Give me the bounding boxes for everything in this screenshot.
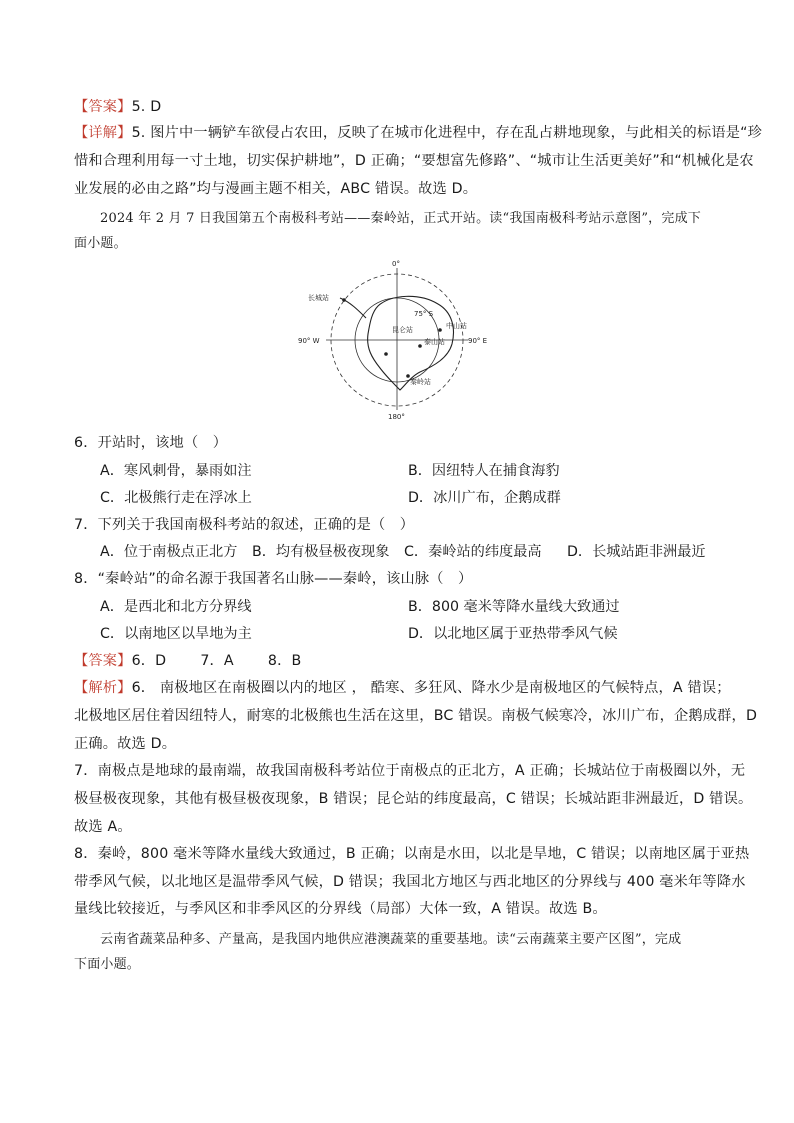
analysis-line-4: 7．南极点是地球的最南端，故我国南极科考站位于南极点的正北方，A 正确；长城站位于南极圈以外，无 [74,763,746,779]
analysis-line-6: 故选 A。 [74,819,132,835]
stem-line-2: 面小题。 [74,236,127,251]
antarctic-station-map [296,258,494,420]
q8-option-c: C．以南地区以旱地为主 [100,626,252,642]
q6-option-b: B．因纽特人在捕食海豹 [408,463,560,479]
q6-option-a: A．寒风刺骨，暴雨如注 [100,463,252,479]
answer-tag: 【答案】 [74,99,132,115]
q7-option-b: B．均有极昼极夜现象 [252,544,390,560]
answer-tag: 【答案】 [74,653,132,669]
answer-line-5 [74,96,161,116]
label-kunlun: 昆仑站 [392,326,413,334]
analysis-tag: 【解析】 [74,680,132,696]
q7-option-a: A．位于南极点正北方 [100,544,238,560]
q8-option-a: A．是西北和北方分界线 [100,599,252,615]
label-lat: 75° S [414,310,434,318]
analysis-line-2: 北极地区居住着因纽特人，耐寒的北极熊也生活在这里，BC 错误。南极气候寒冷，冰川广布，企鹅成群，D [74,708,758,724]
stem2-line-1: 云南省蔬菜品种多、产量高，是我国内地供应港澳蔬菜的重要基地。读“云南蔬菜主要产区图”，完成 [100,932,682,947]
analysis-text: 6． 南极地区在南极圈以内的地区 ， 酷寒、多狂风、降水少是南极地区的气候特点，A 错误； [131,680,731,696]
label-qinling: 秦岭站 [410,378,431,386]
detail-line-1 [74,122,762,142]
analysis-line-1 [74,677,731,697]
detail-line-2: 惜和合理利用每一寸土地，切实保护耕地”，D 正确；“要想富先修路”、“城市让生活更美好”和“机械化是农 [74,153,754,169]
answer-8: 8．B [267,653,302,669]
detail-line-3: 业发展的必由之路”均与漫画主题不相关，ABC 错误。故选 D。 [74,181,478,197]
q8-option-b: B．800 毫米等降水量线大致通过 [408,599,620,615]
analysis-line-9: 量线比较接近，与季风区和非季风区的分界线（局部）大体一致，A 错误。故选 B。 [74,901,607,917]
analysis-line-8: 带季风气候，以北地区是温带季风气候，D 错误；我国北方地区与西北地区的分界线与 400 毫米年等降水 [74,874,746,890]
label-zhongshan: 中山站 [446,322,467,330]
answer-line-6-8 [74,650,301,670]
kunlun-marker [384,352,388,356]
question-8-stem: 8．“秦岭站”的命名源于我国著名山脉——秦岭，该山脉（ ） [74,571,473,587]
analysis-line-3: 正确。故选 D。 [74,736,177,752]
label-changcheng: 长城站 [308,294,329,302]
answer-value: 5. D [131,99,162,115]
q6-option-d: D．冰川广布，企鹅成群 [408,490,561,506]
detail-text: 5. 图片中一辆铲车欲侵占农田，反映了在城市化进程中，存在乱占耕地现象，与此相关的标语是“珍 [131,125,763,141]
question-7-stem: 7．下列关于我国南极科考站的叙述，正确的是（ ） [74,517,415,533]
analysis-line-5: 极昼极夜现象，其他有极昼极夜现象，B 错误；昆仑站的纬度最高，C 错误；长城站距非洲最近，D 错误。 [74,791,753,807]
taishan-marker [418,344,422,348]
q8-option-d: D．以北地区属于亚热带季风气候 [408,626,618,642]
question-6-stem: 6．开站时，该地（ ） [74,435,228,451]
label-taishan: 泰山站 [424,338,445,346]
changcheng-marker [342,298,346,302]
answer-6: 6．D [131,653,167,669]
label-left: 90° W [298,337,320,345]
stem-line-1: 2024 年 2 月 7 日我国第五个南极科考站——秦岭站，正式开站。读“我国南极科考站示意图”，完成下 [100,211,701,226]
label-top: 0° [392,260,400,268]
analysis-line-7: 8．秦岭，800 毫米等降水量线大致通过，B 正确；以南是水田，以北是旱地，C 错误；以南地区属于亚热 [74,846,750,862]
label-right: 90° E [468,337,488,345]
label-bottom: 180° [388,413,405,420]
stem2-line-2: 下面小题。 [74,957,141,972]
detail-tag: 【详解】 [74,125,132,141]
zhongshan-marker [438,328,442,332]
q7-option-c: C．秦岭站的纬度最高 [404,544,542,560]
q6-option-c: C．北极熊行走在浮冰上 [100,490,252,506]
q7-option-d: D．长城站距非洲最近 [567,544,706,560]
answer-7: 7．A [200,653,234,669]
